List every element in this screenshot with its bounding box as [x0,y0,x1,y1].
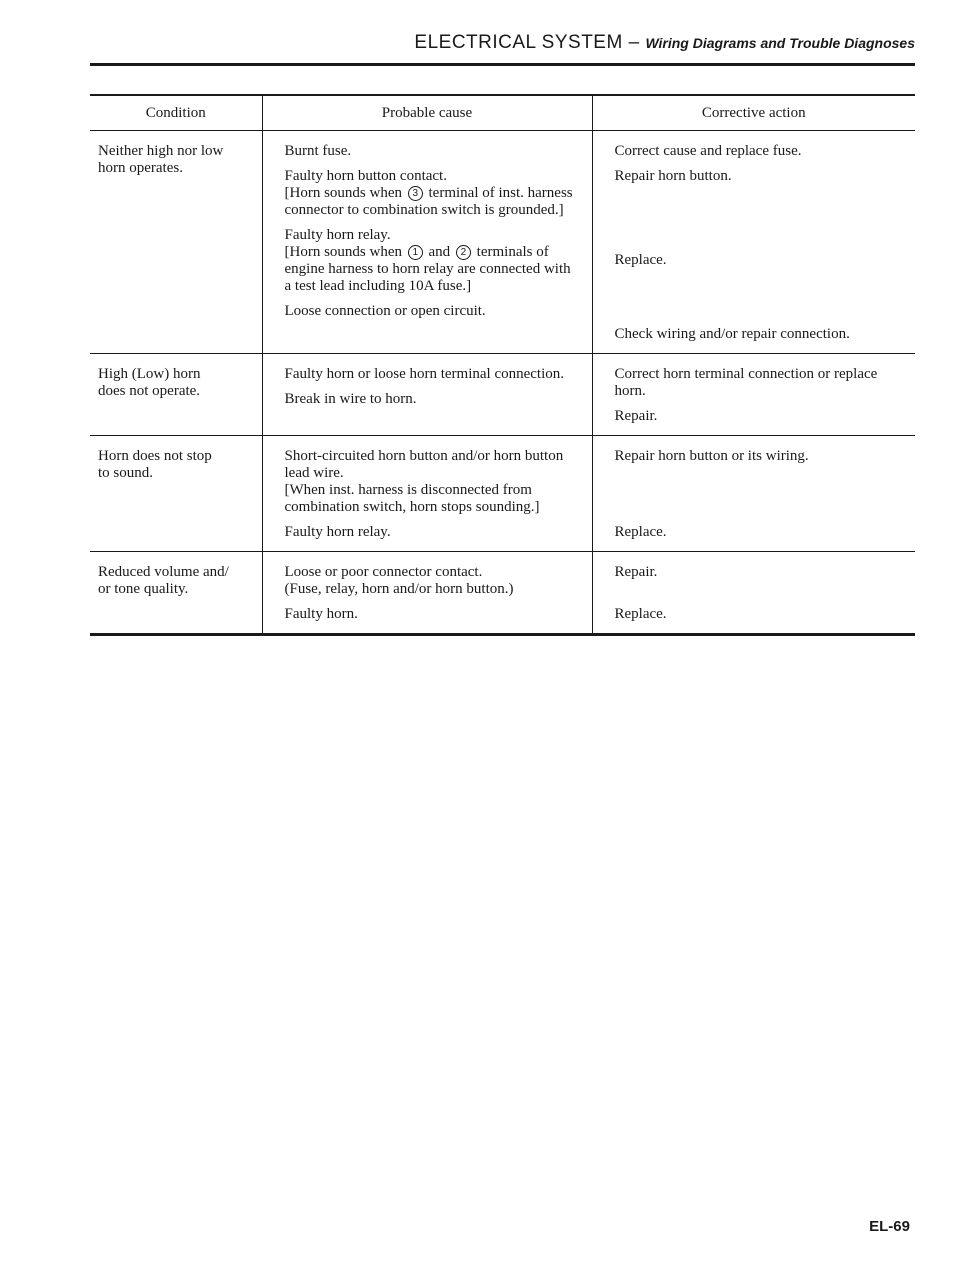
action-item: Correct horn terminal connection or replace horn. [614,366,878,399]
corrective-action-cell [592,436,915,552]
column-header-probable-cause: Probable cause [262,95,592,131]
circled-number-3-icon: 3 [408,186,423,201]
table-row [90,354,915,436]
action-item: Replace. [614,606,667,622]
action-item: Check wiring and/or repair connection. [614,326,850,342]
corrective-action-cell [592,131,915,354]
condition-line: High (Low) horn [98,366,201,382]
table-row [90,552,915,635]
condition-line: does not operate. [98,383,201,399]
cause-text: terminal of inst. harness connector to combination switch is grounded.] [284,185,573,218]
table-header-row [90,95,915,131]
header-rule [90,63,915,66]
condition-cell [90,552,262,635]
action-item: Replace. [614,252,667,268]
cause-line: Faulty horn button contact. [284,168,447,184]
action-item: Correct cause and replace fuse. [614,143,802,159]
column-header-corrective-action: Corrective action [592,95,915,131]
cause-line: Faulty horn relay. [284,227,391,243]
cause-item: [When inst. harness is disconnected from combination switch, horn stops sounding.] [284,482,540,515]
trouble-diagnosis-table [90,94,915,636]
condition-cell [90,436,262,552]
condition-line: horn operates. [98,160,183,176]
condition-line: to sound. [98,465,154,481]
condition-cell [90,131,262,354]
cause-item: Faulty horn relay. [284,524,391,540]
page-header [90,32,915,54]
table-row [90,436,915,552]
cause-item [285,227,574,295]
cause-line [285,185,574,219]
corrective-action-cell [592,552,915,635]
table-row [90,131,915,354]
header-separator: – [622,32,646,53]
cause-text: [Horn sounds when [284,185,406,201]
action-item: Repair. [614,564,658,580]
probable-cause-cell [262,354,592,436]
action-item: Repair horn button. [614,168,732,184]
header-title: ELECTRICAL SYSTEM [414,32,623,53]
condition-line: or tone quality. [98,581,189,597]
cause-text: and [424,244,454,260]
circled-number-2-icon: 2 [456,245,471,260]
cause-item [285,168,574,219]
cause-item: Break in wire to horn. [284,391,417,407]
condition-line: Neither high nor low [98,143,224,159]
cause-item: Burnt fuse. [284,143,352,159]
condition-line: Horn does not stop [98,448,212,464]
header-subtitle: Wiring Diagrams and Trouble Diagnoses [645,35,915,51]
cause-item: Loose or poor connector contact. [284,564,483,580]
page-number: EL-69 [869,1218,910,1235]
probable-cause-cell [262,552,592,635]
column-header-condition: Condition [145,104,206,121]
action-item: Replace. [614,524,667,540]
corrective-action-cell [592,354,915,436]
cause-line [285,244,574,295]
cause-item: (Fuse, relay, horn and/or horn button.) [284,581,514,597]
probable-cause-cell [262,131,592,354]
action-item: Repair. [614,408,658,424]
circled-number-1-icon: 1 [408,245,423,260]
cause-item: Short-circuited horn button and/or horn button lead wire. [284,448,564,481]
probable-cause-cell [262,436,592,552]
cause-item: Faulty horn. [284,606,358,622]
condition-line: Reduced volume and/ [98,564,229,580]
action-item: Repair horn button or its wiring. [614,448,809,464]
cause-text: [Horn sounds when [284,244,406,260]
cause-item: Faulty horn or loose horn terminal connection. [284,366,565,382]
cause-item: Loose connection or open circuit. [284,303,486,319]
cause-text: terminals of engine harness to horn relay are connected with a test lead including 10A fuse.] [284,244,571,294]
condition-cell [90,354,262,436]
